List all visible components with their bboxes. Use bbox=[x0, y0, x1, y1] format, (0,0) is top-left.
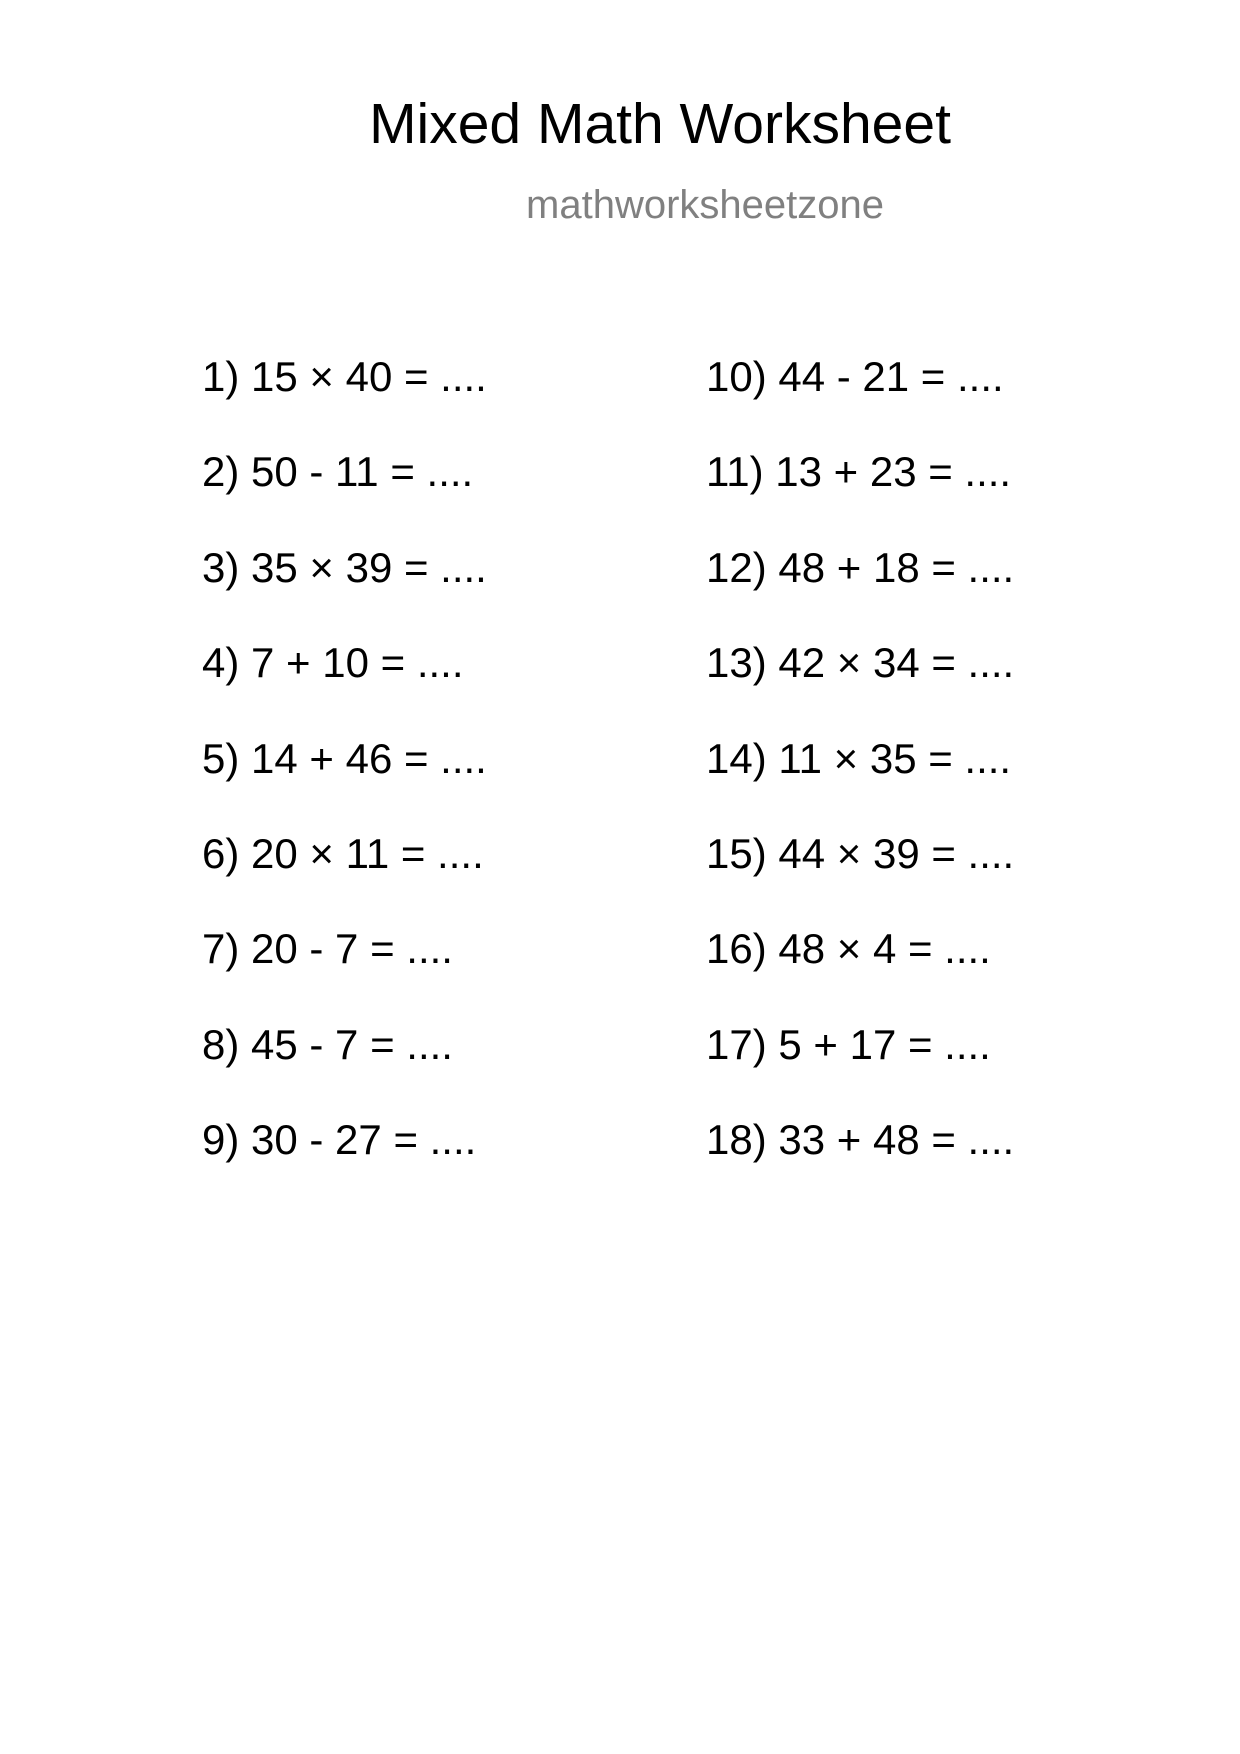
problem-15: 15) 44 × 39 = .... bbox=[706, 829, 1015, 877]
problem-1: 1) 15 × 40 = .... bbox=[202, 353, 487, 400]
page-subtitle: mathworksheetzone bbox=[526, 183, 884, 227]
problem-11: 11) 13 + 23 = .... bbox=[706, 448, 1012, 496]
problem-18: 18) 33 + 48 = .... bbox=[706, 1116, 1015, 1164]
problem-14: 14) 11 × 35 = .... bbox=[706, 734, 1012, 782]
problem-13: 13) 42 × 34 = .... bbox=[706, 639, 1015, 687]
problem-17: 17) 5 + 17 = .... bbox=[706, 1020, 991, 1068]
problem-2: 2) 50 - 11 = .... bbox=[202, 448, 474, 496]
problem-10: 10) 44 - 21 = .... bbox=[706, 353, 1004, 400]
problem-7: 7) 20 - 7 = .... bbox=[202, 925, 453, 973]
problem-8: 8) 45 - 7 = .... bbox=[202, 1020, 453, 1068]
problem-column-right bbox=[706, 352, 1014, 1211]
problem-6: 6) 20 × 11 = .... bbox=[202, 829, 484, 877]
problem-3: 3) 35 × 39 = .... bbox=[202, 543, 487, 591]
problem-9: 9) 30 - 27 = .... bbox=[202, 1116, 477, 1164]
problem-column-left bbox=[202, 352, 487, 1211]
problem-12: 12) 48 + 18 = .... bbox=[706, 543, 1015, 591]
problem-5: 5) 14 + 46 = .... bbox=[202, 734, 487, 782]
problem-4: 4) 7 + 10 = .... bbox=[202, 639, 464, 687]
page-title: Mixed Math Worksheet bbox=[369, 92, 951, 156]
problem-16: 16) 48 × 4 = .... bbox=[706, 925, 991, 973]
